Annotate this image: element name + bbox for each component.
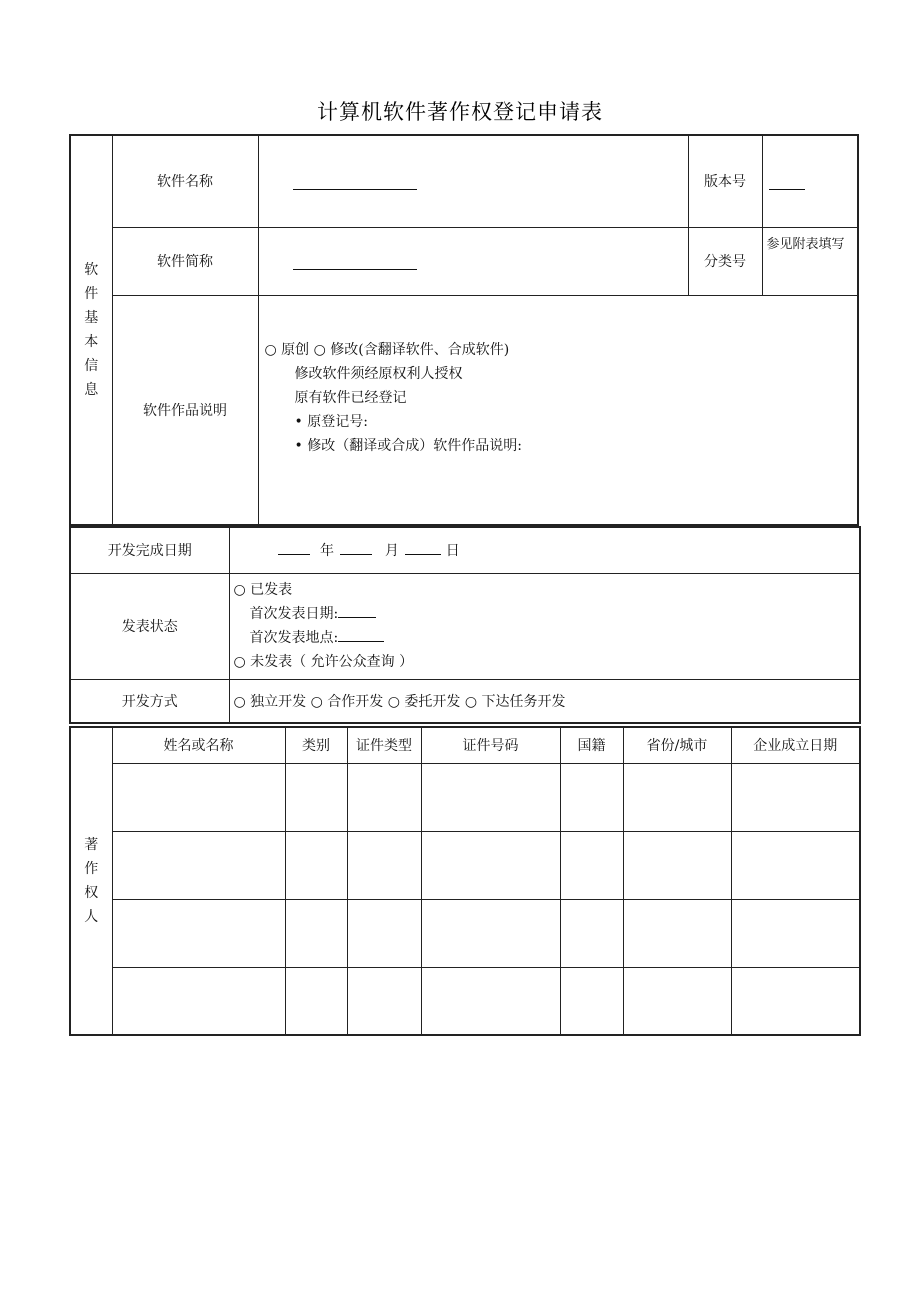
first-publish-place-blank	[338, 627, 384, 642]
owner-founding-cell[interactable]	[731, 967, 860, 1035]
month-blank	[340, 540, 372, 555]
col-province-city: 省份/城市	[623, 727, 731, 763]
software-short-name-label: 软件简称	[112, 227, 258, 295]
owner-category-cell[interactable]	[285, 763, 347, 831]
owner-id-type-cell[interactable]	[347, 967, 421, 1035]
owner-id-type-cell[interactable]	[347, 899, 421, 967]
owner-id-number-cell[interactable]	[421, 831, 560, 899]
day-unit: 日	[445, 543, 460, 560]
form-title: 计算机软件著作权登记申请表	[317, 100, 603, 124]
owner-founding-cell[interactable]	[731, 763, 860, 831]
owners-section-label: 著 作 权 人	[70, 727, 112, 1035]
first-publish-place: 首次发表地点:	[234, 626, 860, 650]
dev-method-options[interactable]: ○ 独立开发 ○ 合作开发 ○ 委托开发 ○ 下达任务开发	[229, 679, 860, 723]
published-option[interactable]: ○ 已发表	[233, 582, 293, 598]
software-desc-field[interactable]	[258, 295, 858, 525]
dev-date-label: 开发完成日期	[70, 527, 229, 573]
table-row	[70, 899, 860, 967]
year-unit: 年	[319, 543, 334, 560]
owner-name-cell[interactable]	[112, 967, 285, 1035]
owner-id-type-cell[interactable]	[347, 763, 421, 831]
col-id-number: 证件号码	[421, 727, 560, 763]
owner-province-cell[interactable]	[623, 967, 731, 1035]
unpublished-option[interactable]: ○ 未发表（ 允许公众查询 ）	[233, 654, 414, 670]
owner-category-cell[interactable]	[285, 831, 347, 899]
owner-id-number-cell[interactable]	[421, 967, 560, 1035]
owner-name-cell[interactable]	[112, 899, 285, 967]
dev-method-label: 开发方式	[70, 679, 229, 723]
basic-info-table	[69, 134, 859, 526]
first-publish-date: 首次发表日期:	[234, 602, 860, 626]
table-row	[70, 831, 860, 899]
authorization-note: 修改软件须经原权利人授权	[294, 365, 463, 382]
registered-note: 原有软件已经登记	[294, 389, 407, 406]
owner-province-cell[interactable]	[623, 899, 731, 967]
day-blank	[405, 540, 441, 555]
software-short-name-field[interactable]	[258, 227, 688, 295]
version-field[interactable]	[762, 135, 858, 227]
publish-status-field[interactable]	[229, 573, 860, 679]
modified-desc: • 修改（翻译或合成）软件作品说明:	[294, 437, 522, 454]
owner-category-cell[interactable]	[285, 967, 347, 1035]
col-category: 类别	[285, 727, 347, 763]
owner-province-cell[interactable]	[623, 763, 731, 831]
owner-nationality-cell[interactable]	[560, 763, 623, 831]
category-label: 分类号	[688, 227, 762, 295]
owner-id-type-cell[interactable]	[347, 831, 421, 899]
owner-province-cell[interactable]	[623, 831, 731, 899]
owner-nationality-cell[interactable]	[560, 967, 623, 1035]
software-name-field[interactable]	[258, 135, 688, 227]
col-id-type: 证件类型	[347, 727, 421, 763]
owner-founding-cell[interactable]	[731, 899, 860, 967]
owner-nationality-cell[interactable]	[560, 831, 623, 899]
basic-info-section-label: 软 件 基 本 信 息	[70, 135, 112, 525]
owner-name-cell[interactable]	[112, 831, 285, 899]
dev-date-field[interactable]	[229, 527, 860, 573]
original-reg-number: • 原登记号:	[294, 413, 368, 430]
version-blank	[769, 175, 805, 190]
owner-category-cell[interactable]	[285, 899, 347, 967]
owner-id-number-cell[interactable]	[421, 763, 560, 831]
software-name-blank	[293, 175, 417, 190]
first-publish-date-blank	[338, 603, 376, 618]
software-name-label: 软件名称	[112, 135, 258, 227]
table-row	[70, 763, 860, 831]
publish-status-label: 发表状态	[70, 573, 229, 679]
col-name: 姓名或名称	[112, 727, 285, 763]
year-blank	[278, 540, 310, 555]
month-unit: 月	[384, 543, 399, 560]
col-nationality: 国籍	[560, 727, 623, 763]
col-founding-date: 企业成立日期	[731, 727, 860, 763]
original-or-modified-option[interactable]: ○ 原创 ○ 修改(含翻译软件、合成软件)	[264, 341, 510, 358]
category-value: 参见附表填写	[762, 227, 858, 295]
owner-id-number-cell[interactable]	[421, 899, 560, 967]
table-row	[70, 967, 860, 1035]
software-short-name-blank	[293, 255, 417, 270]
owner-nationality-cell[interactable]	[560, 899, 623, 967]
version-label: 版本号	[688, 135, 762, 227]
owners-table	[69, 726, 861, 1036]
development-table	[69, 526, 861, 724]
owner-name-cell[interactable]	[112, 763, 285, 831]
owner-founding-cell[interactable]	[731, 831, 860, 899]
software-desc-label: 软件作品说明	[112, 295, 258, 525]
